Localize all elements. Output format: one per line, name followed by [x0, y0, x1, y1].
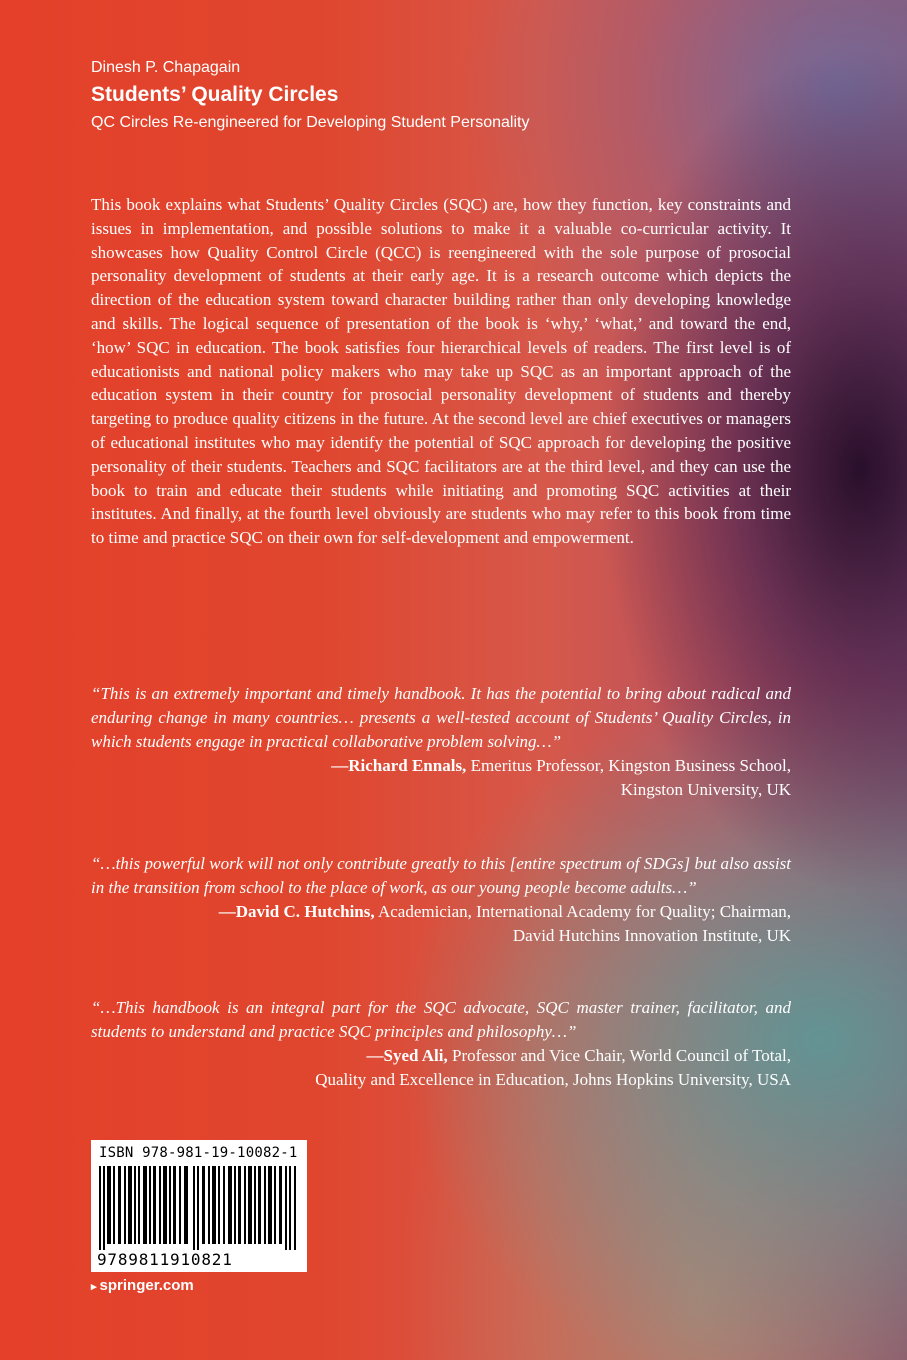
- author-name: Dinesh P. Chapagain: [91, 59, 241, 76]
- endorsement-quote: [91, 996, 791, 1092]
- barcode-bars: [97, 1166, 301, 1250]
- quote-text: “…this powerful work will not only contribute greatly to this [entire spectrum of SDGs] but also assist in the transition from school to the place of work, as our young people become adults…”: [91, 854, 791, 897]
- arrow-right-icon: ▸: [91, 1281, 97, 1293]
- endorsement-quote: [91, 682, 791, 802]
- isbn-digits: 9789811910821: [97, 1250, 233, 1269]
- book-title: Students’ Quality Circles: [91, 83, 339, 106]
- quote-affiliation-line2: Quality and Excellence in Education, Johns Hopkins University, USA: [315, 1070, 791, 1089]
- quote-affiliation: Professor and Vice Chair, World Council of Total,: [447, 1046, 791, 1065]
- quote-affiliation: Academician, International Academy for Quality; Chairman,: [374, 902, 791, 921]
- quote-attribution: [91, 1044, 791, 1068]
- book-description: This book explains what Students’ Quality Circles (SQC) are, how they function, key constraints and issues in implementation, and possible solutions to make it a valuable co-curricular activity. It showcases how Quality Control Circle (QCC) is reengineered with the sole purpose of prosocial personality development of students at their early age. It is a research outcome which depicts the direction of the education system toward character building rather than only developing knowledge and skills. The logical sequence of presentation of the book is ‘why,’ ‘what,’ and toward the end, ‘how’ SQC in education. The book satisfies four hierarchical levels of readers. The first level is of educationists and national policy makers who may take up SQC as an important approach of the education system in their country for prosocial personality development of students and thereby targeting to produce quality citizens in the future. At the second level are chief executives or managers of educational institutes who may identify the potential of SQC approach for developing the positive personality of their students. Teachers and SQC facilitators are at the third level, and they can use the book to train and educate their students while initiating and promoting SQC activities at their institutes. And finally, at the fourth level obviously are students who may refer to this book from time to time and practice SQC on their own for self-development and empowerment.: [91, 195, 791, 548]
- quote-text: “…This handbook is an integral part for the SQC advocate, SQC master trainer, facilitator, and students to understand and practice SQC principles and philosophy…”: [91, 998, 791, 1041]
- quote-author: —David C. Hutchins,: [218, 902, 375, 921]
- quote-attribution: [91, 900, 791, 924]
- isbn-barcode: [91, 1140, 307, 1272]
- quote-text: “This is an extremely important and timely handbook. It has the potential to bring about radical and enduring change in many countries… presents a well-tested account of Students’ Quality Circles, in which students engage in practical collaborative problem solving…”: [91, 684, 791, 751]
- quote-author: —Syed Ali,: [366, 1046, 448, 1065]
- isbn-label: ISBN 978-981-19-10082-1: [99, 1145, 298, 1161]
- endorsement-quote: [91, 852, 791, 948]
- quote-attribution: [91, 754, 791, 778]
- quote-affiliation-line2: David Hutchins Innovation Institute, UK: [512, 926, 791, 945]
- header: [91, 58, 529, 133]
- quote-affiliation-line2: Kingston University, UK: [620, 780, 791, 799]
- quote-affiliation: Emeritus Professor, Kingston Business School,: [466, 756, 791, 775]
- quote-author: —Richard Ennals,: [331, 756, 467, 775]
- publisher-link[interactable]: [91, 1277, 194, 1294]
- book-subtitle: QC Circles Re-engineered for Developing Student Personality: [91, 114, 530, 131]
- publisher-url: springer.com: [99, 1277, 194, 1294]
